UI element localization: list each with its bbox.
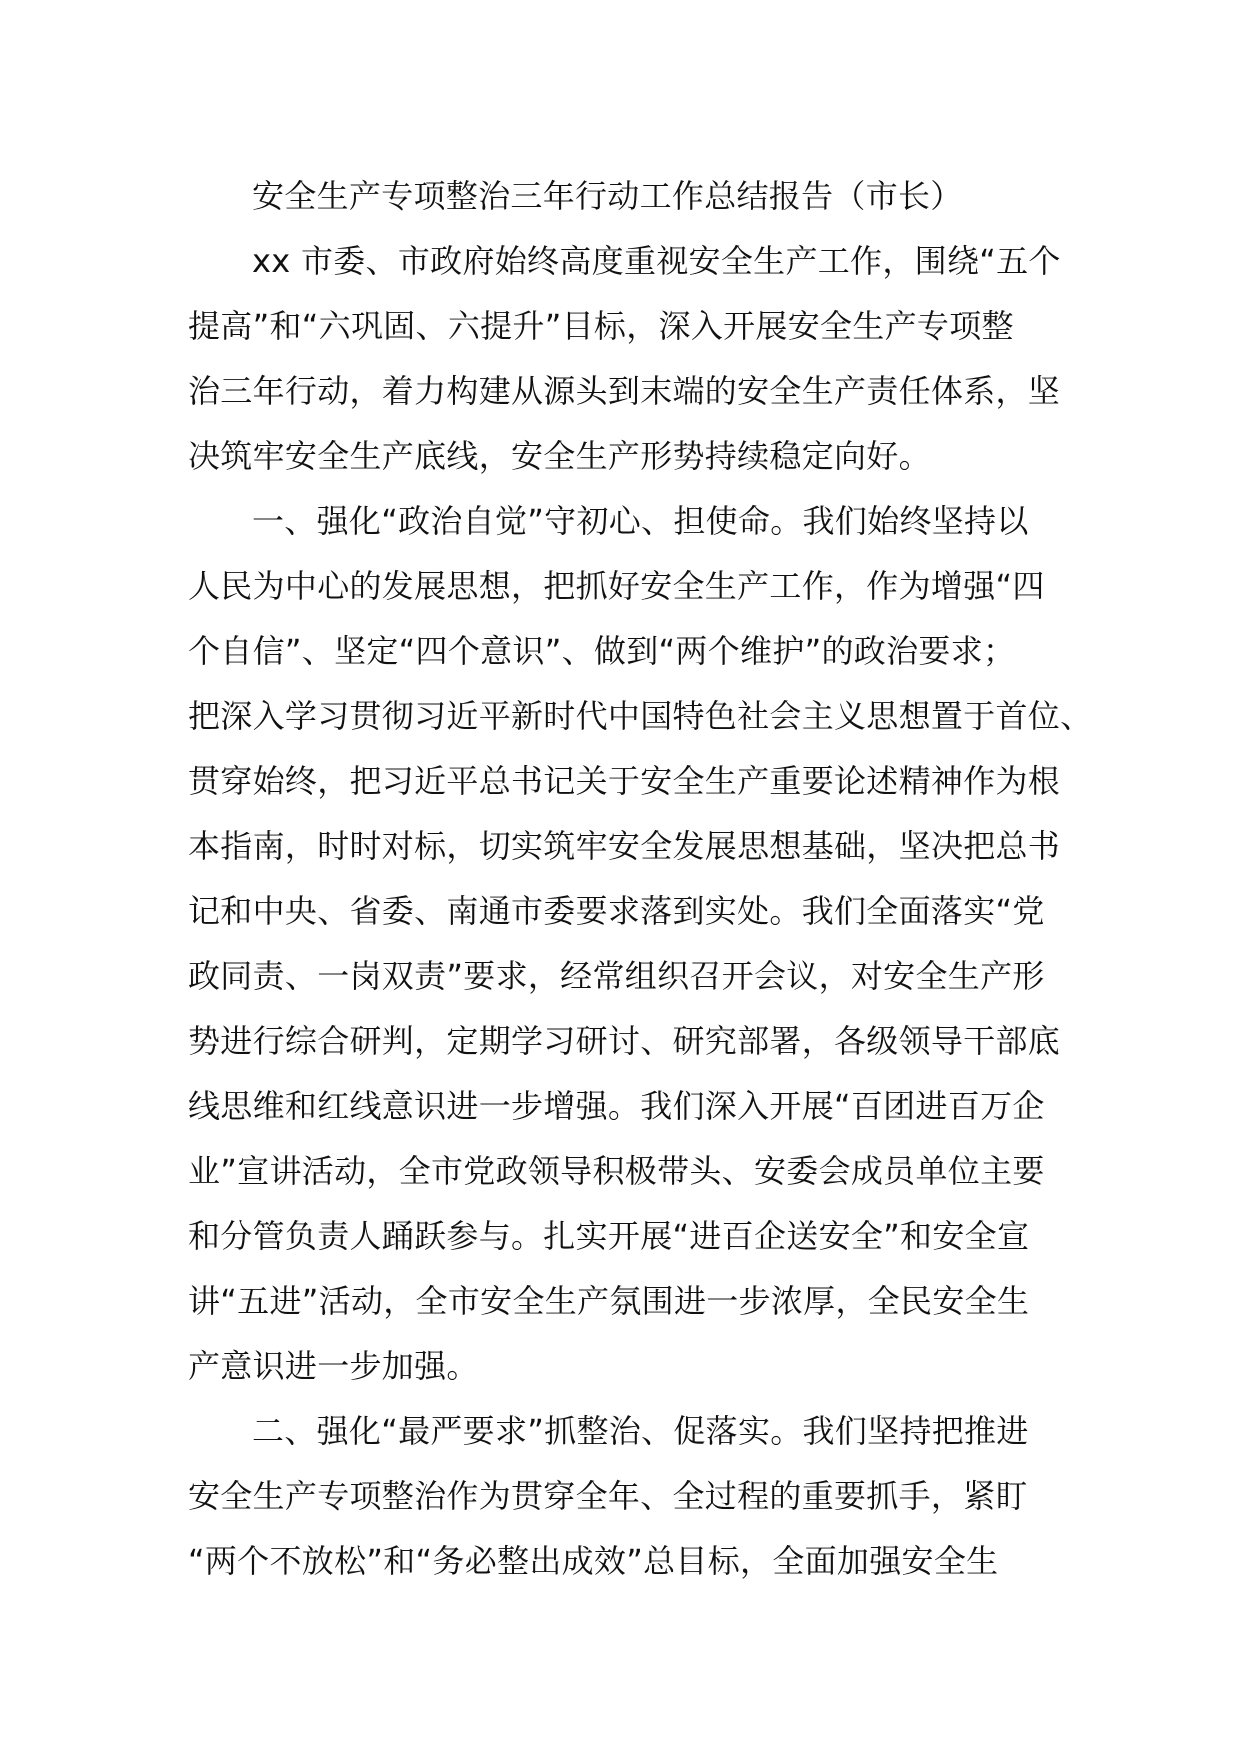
paragraph-section-2 [188,1399,1088,1594]
paragraph-line: 线思维和红线意识进一步增强。我们深入开展“百团进百万企 [188,1087,1045,1125]
paragraph-line: 个自信”、坚定“四个意识”、做到“两个维护”的政治要求； [188,632,1016,670]
paragraph-line: 治三年行动，着力构建从源头到末端的安全生产责任体系，坚 [188,372,1061,410]
paragraph-section-1 [188,489,1093,1399]
document-title: 安全生产专项整治三年行动工作总结报告（市长） [252,177,963,215]
paragraph-line: 一、强化“政治自觉”守初心、担使命。我们始终坚持以 [252,502,1029,540]
paragraph-line: 业”宣讲活动，全市党政领导积极带头、安委会成员单位主要 [188,1152,1045,1190]
paragraph-line: 人民为中心的发展思想，把抓好安全生产工作，作为增强“四 [188,567,1045,605]
paragraph-line: 把深入学习贯彻习近平新时代中国特色社会主义思想置于首位、 [188,697,1093,735]
document-body [188,164,1093,1594]
paragraph-line: 和分管负责人踊跃参与。扎实开展“进百企送安全”和安全宣 [188,1217,1030,1255]
paragraph-line: 讲“五进”活动，全市安全生产氛围进一步浓厚，全民安全生 [188,1282,1030,1320]
paragraph-line: 政同责、一岗双责”要求，经常组织召开会议，对安全生产形 [188,957,1045,995]
paragraph-intro [188,229,1088,489]
paragraph-line: 决筑牢安全生产底线，安全生产形势持续稳定向好。 [188,437,931,475]
paragraph-line: 产意识进一步加强。 [188,1347,479,1385]
paragraph-line: 安全生产专项整治作为贯穿全年、全过程的重要抓手，紧盯 [188,1477,1028,1515]
paragraph-line: “两个不放松”和“务必整出成效”总目标，全面加强安全生 [188,1542,999,1580]
paragraph-line: 记和中央、省委、南通市委要求落到实处。我们全面落实“党 [188,892,1045,930]
paragraph-line: 贯穿始终，把习近平总书记关于安全生产重要论述精神作为根 [188,762,1061,800]
paragraph-line: 提高”和“六巩固、六提升”目标，深入开展安全生产专项整 [188,307,1014,345]
paragraph-line: 二、强化“最严要求”抓整治、促落实。我们坚持把推进 [252,1412,1029,1450]
paragraph-line: xx 市委、市政府始终高度重视安全生产工作，围绕“五个 [252,242,1061,280]
paragraph-line: 势进行综合研判，定期学习研讨、研究部署，各级领导干部底 [188,1022,1061,1060]
paragraph-line: 本指南，时时对标，切实筑牢安全发展思想基础，坚决把总书 [188,827,1061,865]
